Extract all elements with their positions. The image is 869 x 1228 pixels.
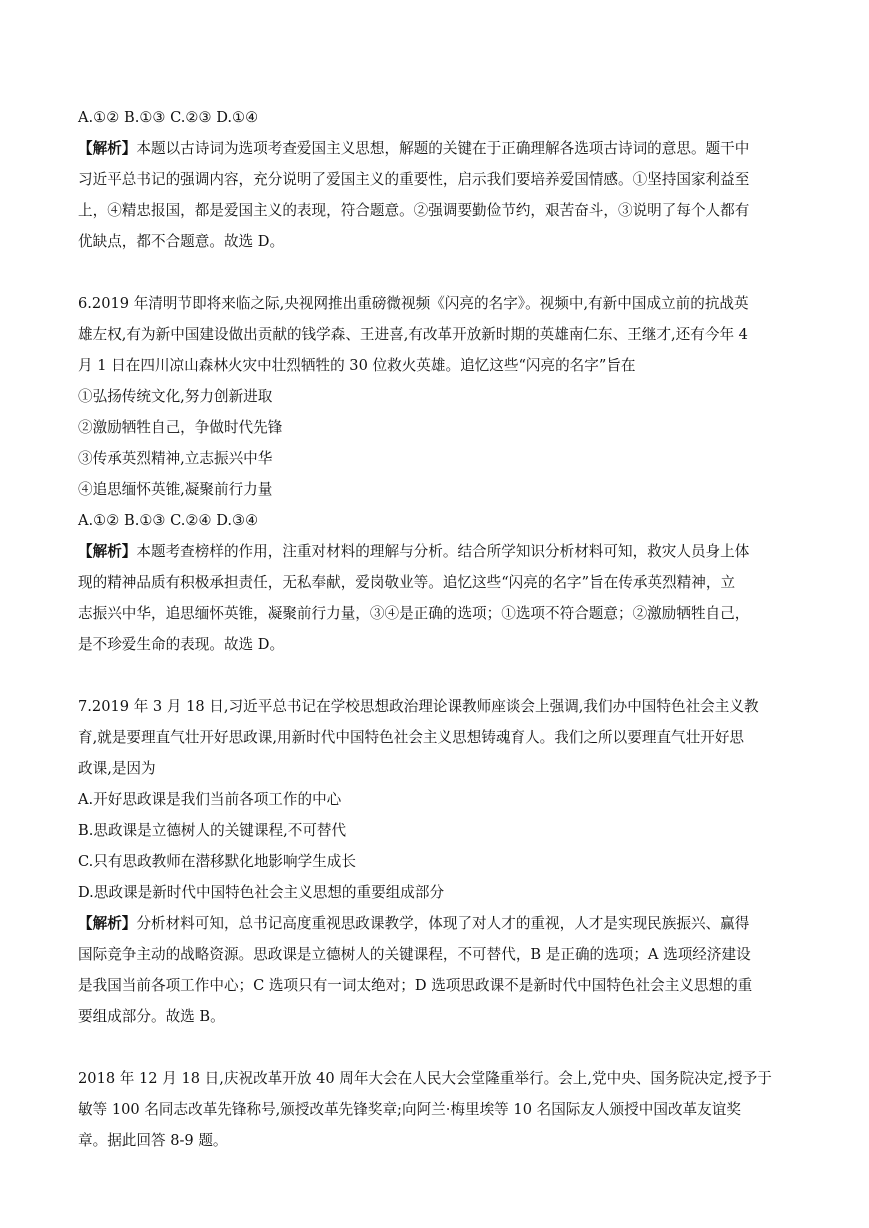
- analysis-text: 本题以古诗词为选项考查爱国主义思想，解题的关键在于正确理解各选项古诗词的意思。题干中: [136, 140, 750, 157]
- q7-analysis-line: 国际竞争主动的战略资源。思政课是立德树人的关键课程，不可替代，B 是正确的选项；A 选项经济建设: [78, 946, 751, 963]
- q6-options: A.①② B.①③ C.②④ D.③④: [78, 512, 259, 529]
- material-line: 章。据此回答 8-9 题。: [78, 1132, 228, 1149]
- material-line: 2018 年 12 月 18 日,庆祝改革开放 40 周年大会在人民大会堂隆重举行。会上,党中央、国务院决定,授予于: [78, 1070, 772, 1087]
- q6-stem-line: 月 1 日在四川凉山森林火灾中壮烈牺牲的 30 位救火英雄。追忆这些“闪亮的名字”旨在: [78, 357, 636, 374]
- analysis-tag: 【解析】: [78, 140, 137, 157]
- q6-item: ②激励牺牲自己，争做时代先锋: [78, 419, 283, 436]
- q6-analysis-line: 现的精神品质有积极承担责任，无私奉献，爱岗敬业等。追忆这些“闪亮的名字”旨在传承英烈精神，立: [78, 574, 736, 591]
- q5-options: A.①② B.①③ C.②③ D.①④: [78, 109, 259, 126]
- q7-analysis-line: 是我国当前各项工作中心；C 选项只有一词太绝对；D 选项思政课不是新时代中国特色社会主义思想的重: [78, 977, 753, 994]
- material-line: 敏等 100 名同志改革先锋称号,颁授改革先锋奖章;向阿兰·梅里埃等 10 名国际友人颁授中国改革友谊奖: [78, 1101, 741, 1118]
- q7-analysis-line: [78, 908, 793, 939]
- q7-stem-line: 政课,是因为: [78, 760, 156, 777]
- q7-option-d: D.思政课是新时代中国特色社会主义思想的重要组成部分: [78, 884, 445, 901]
- q6-analysis-line: [78, 536, 793, 567]
- q7-option-c: C.只有思政教师在潜移默化地影响学生成长: [78, 853, 356, 870]
- q5-analysis-line: 上，④精忠报国，都是爱国主义的表现，符合题意。②强调要勤俭节约，艰苦奋斗，③说明了每个人都有: [78, 202, 750, 219]
- q5-analysis-line: 习近平总书记的强调内容，充分说明了爱国主义的重要性，启示我们要培养爱国情感。①坚持国家利益至: [78, 171, 750, 188]
- spacer: [78, 257, 793, 288]
- q7-option-b: B.思政课是立德树人的关键课程,不可替代: [78, 822, 347, 839]
- q7-stem-line: 育,就是要理直气壮开好思政课,用新时代中国特色社会主义思想铸魂育人。我们之所以要理直气壮开好思: [78, 729, 745, 746]
- analysis-text: 本题考查榜样的作用，注重对材料的理解与分析。结合所学知识分析材料可知，救灾人员身上体: [136, 543, 750, 560]
- q7-stem-line: 7.2019 年 3 月 18 日,习近平总书记在学校思想政治理论课教师座谈会上强调,我们办中国特色社会主义教: [78, 698, 759, 715]
- q5-analysis-line: 优缺点，都不合题意。故选 D。: [78, 233, 285, 250]
- spacer: [78, 660, 793, 691]
- q6-item: ③传承英烈精神,立志振兴中华: [78, 450, 273, 467]
- spacer: [78, 1032, 793, 1063]
- analysis-tag: 【解析】: [78, 915, 137, 932]
- q7-analysis-line: 要组成部分。故选 B。: [78, 1008, 225, 1025]
- analysis-tag: 【解析】: [78, 543, 137, 560]
- q7-option-a: A.开好思政课是我们当前各项工作的中心: [78, 791, 342, 808]
- q5-analysis-line: [78, 133, 793, 164]
- q6-analysis-line: 志振兴中华，追思缅怀英锥，凝聚前行力量，③④是正确的选项；①选项不符合题意；②激励牺牲自己，: [78, 605, 750, 622]
- q6-analysis-line: 是不珍爱生命的表现。故选 D。: [78, 636, 285, 653]
- q6-item: ④追思缅怀英锥,凝聚前行力量: [78, 481, 273, 498]
- analysis-text: 分析材料可知，总书记高度重视思政课教学，体现了对人才的重视，人才是实现民族振兴、赢得: [136, 915, 750, 932]
- q6-stem-line: 雄左权,有为新中国建设做出贡献的钱学森、王进喜,有改革开放新时期的英雄南仁东、王继才,还有今年 4: [78, 326, 748, 343]
- document-page: [78, 102, 793, 1156]
- q6-item: ①弘扬传统文化,努力创新进取: [78, 388, 273, 405]
- q6-stem-line: 6.2019 年清明节即将来临之际,央视网推出重磅微视频《闪亮的名字》。视频中,有新中国成立前的抗战英: [78, 295, 749, 312]
